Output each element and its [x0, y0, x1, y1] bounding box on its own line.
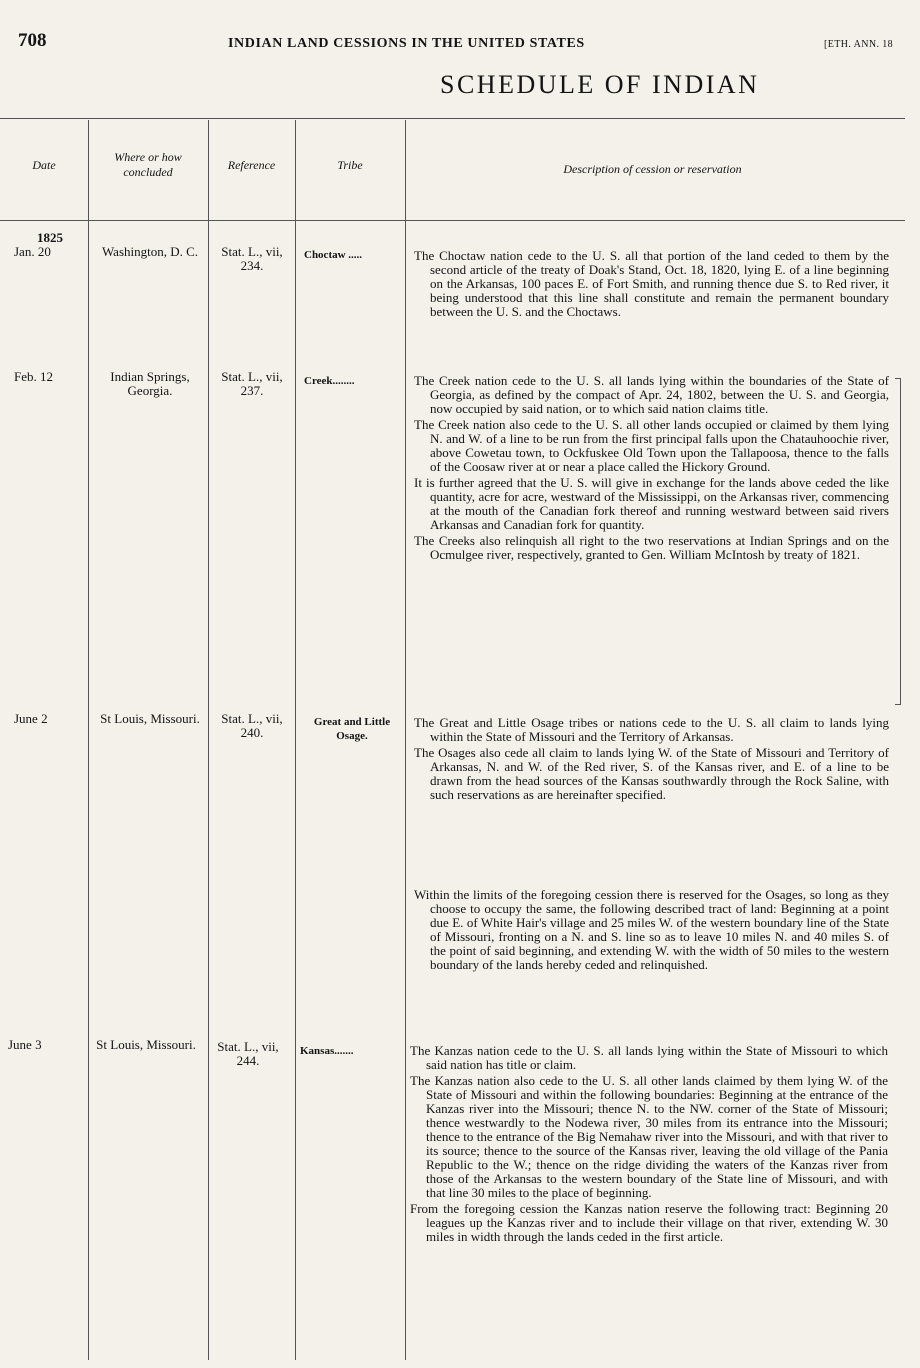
reservation-description — [414, 888, 889, 974]
entry-year: 1825 — [37, 230, 63, 245]
header-bottom-rule — [0, 220, 905, 221]
column-header-tribe: Tribe — [337, 158, 363, 172]
column-divider-3 — [295, 120, 296, 1360]
column-header-date: Date — [32, 158, 56, 172]
entry-reference: Stat. L., vii, 234. — [221, 244, 283, 273]
running-title: INDIAN LAND CESSIONS IN THE UNITED STATES — [228, 36, 585, 51]
entry-where: Indian Springs, Georgia. — [110, 369, 190, 398]
page-number: 708 — [18, 30, 47, 51]
description-paragraph: The Choctaw nation cede to the U. S. all that portion of the land ceded to them by the second article of the treaty of Doak's Stand, Oct. 18, 1820, lying E. of a line beginning on the Arkansas, 100 paces E. of Fort Smith, and running thence due S. to Red river, it being understood that this line shall constitute and remain the permanent boundary between the U. S. and the Choctaws. — [414, 248, 889, 319]
description-paragraph: The Osages also cede all claim to lands lying W. of the State of Missouri and Territory of Arkansas, N. and W. of the Red river, S. of the Kansas river, and E. of a line to be drawn from the head sources of the Kansas southwardly through the Rock Saline, with such reservations as are hereinafter specified. — [414, 745, 889, 802]
table-top-rule — [0, 118, 905, 119]
description-paragraph: The Great and Little Osage tribes or nations cede to the U. S. all claim to lands lying within the State of Missouri and the Territory of Arkansas. — [414, 715, 889, 744]
running-section-tag: [ETH. ANN. 18 — [824, 39, 894, 50]
column-divider-4 — [405, 120, 406, 1360]
description-paragraph: The Kanzas nation cede to the U. S. all lands lying within the State of Missouri to which said nation has title or claim. — [410, 1043, 888, 1072]
entry-description — [410, 1044, 888, 1246]
entry-description — [414, 374, 889, 564]
description-paragraph: The Creek nation cede to the U. S. all lands lying within the boundaries of the State of Georgia, as defined by the compact of Apr. 24, 1802, between the U. S. and Georgia, now occupied by said nation, or to which said nation claims title. — [414, 373, 889, 416]
schedule-title: SCHEDULE OF INDIAN — [440, 70, 760, 99]
entry-date: June 2 — [14, 711, 48, 726]
entry-where: Washington, D. C. — [101, 244, 199, 259]
entry-reference: Stat. L., vii, 244. — [217, 1039, 279, 1068]
entry-reference: Stat. L., vii, 237. — [221, 369, 283, 398]
entry-reference: Stat. L., vii, 240. — [221, 711, 283, 740]
entry-tribe: Great and Little Osage. — [313, 716, 391, 742]
description-paragraph: The Creeks also relinquish all right to the two reservations at Indian Springs and on the Ocmulgee river, respectively, granted to Gen. William McIntosh by treaty of 1821. — [414, 533, 889, 562]
column-header-description: Description of cession or reservation — [563, 162, 742, 176]
bracket-line — [895, 378, 901, 705]
column-header-reference: Reference — [227, 158, 276, 172]
entry-date: Feb. 12 — [14, 369, 53, 384]
reservation-paragraph: Within the limits of the foregoing cession there is reserved for the Osages, so long as they choose to occupy the same, the following described tract of land: Beginning at a point due E. of White Hair's village and 25 miles W. of the western boundary line of the State of Missouri, fronting on a N. and S. line so as to leave 10 miles N. and 40 miles S. of the point of said beginning, and extending W. with the width of 50 miles to the western boundary of the lands hereby ceded and relinquished. — [414, 887, 889, 972]
column-divider-1 — [88, 120, 89, 1360]
entry-tribe: Creek........ — [304, 375, 355, 387]
description-paragraph: From the foregoing cession the Kanzas nation reserve the following tract: Beginning 20 leagues up the Kanzas river and to include their village on that river, extending W. 30 miles in width through the lands ceded in the first article. — [410, 1201, 888, 1244]
entry-description — [414, 716, 889, 804]
entry-date: June 3 — [8, 1037, 42, 1052]
entry-tribe: Choctaw ..... — [304, 249, 363, 261]
entry-description — [414, 249, 889, 321]
entry-where: St Louis, Missouri. — [100, 711, 200, 726]
entry-date: Jan. 20 — [14, 244, 51, 259]
column-divider-2 — [208, 120, 209, 1360]
column-header-where: Where or how concluded — [114, 150, 182, 179]
description-paragraph: The Creek nation also cede to the U. S. all other lands occupied or claimed by them lying N. and W. of a line to be run from the first principal falls upon the Chatauhoochie river, above Cowetau town, to Ockfuskee Old Town upon the Tallapoosa, thence to the falls of the Coosaw river at or near a place called the Hickory Ground. — [414, 417, 889, 474]
entry-tribe: Kansas....... — [300, 1045, 354, 1057]
entry-where: St Louis, Missouri. — [96, 1037, 196, 1052]
description-paragraph: It is further agreed that the U. S. will give in exchange for the lands above ceded the like quantity, acre for acre, westward of the Mississippi, on the Arkansas river, commencing at the mouth of the Canadian fork thereof and running westward between said rivers Arkansas and Canadian fork for quantity. — [414, 475, 889, 532]
description-paragraph: The Kanzas nation also cede to the U. S. all other lands claimed by them lying W. of the State of Missouri and within the following boundaries: Beginning at the entrance of the Kanzas river into the Missouri; thence N. to the NW. corner of the State of Missouri; thence westwardly to the Nodewa river, 30 miles from its entrance into the Missouri; thence to the entrance of the Big Nemahaw river into the Missouri, and with that river to its source; thence to the source of the Kansas river, leaving the old village of the Pania Republic to the W.; thence on the ridge dividing the waters of the Kanzas river from those of the Arkansas to the western boundary of the State line of Missouri, and with that line 30 miles to the place of beginning. — [410, 1073, 888, 1200]
